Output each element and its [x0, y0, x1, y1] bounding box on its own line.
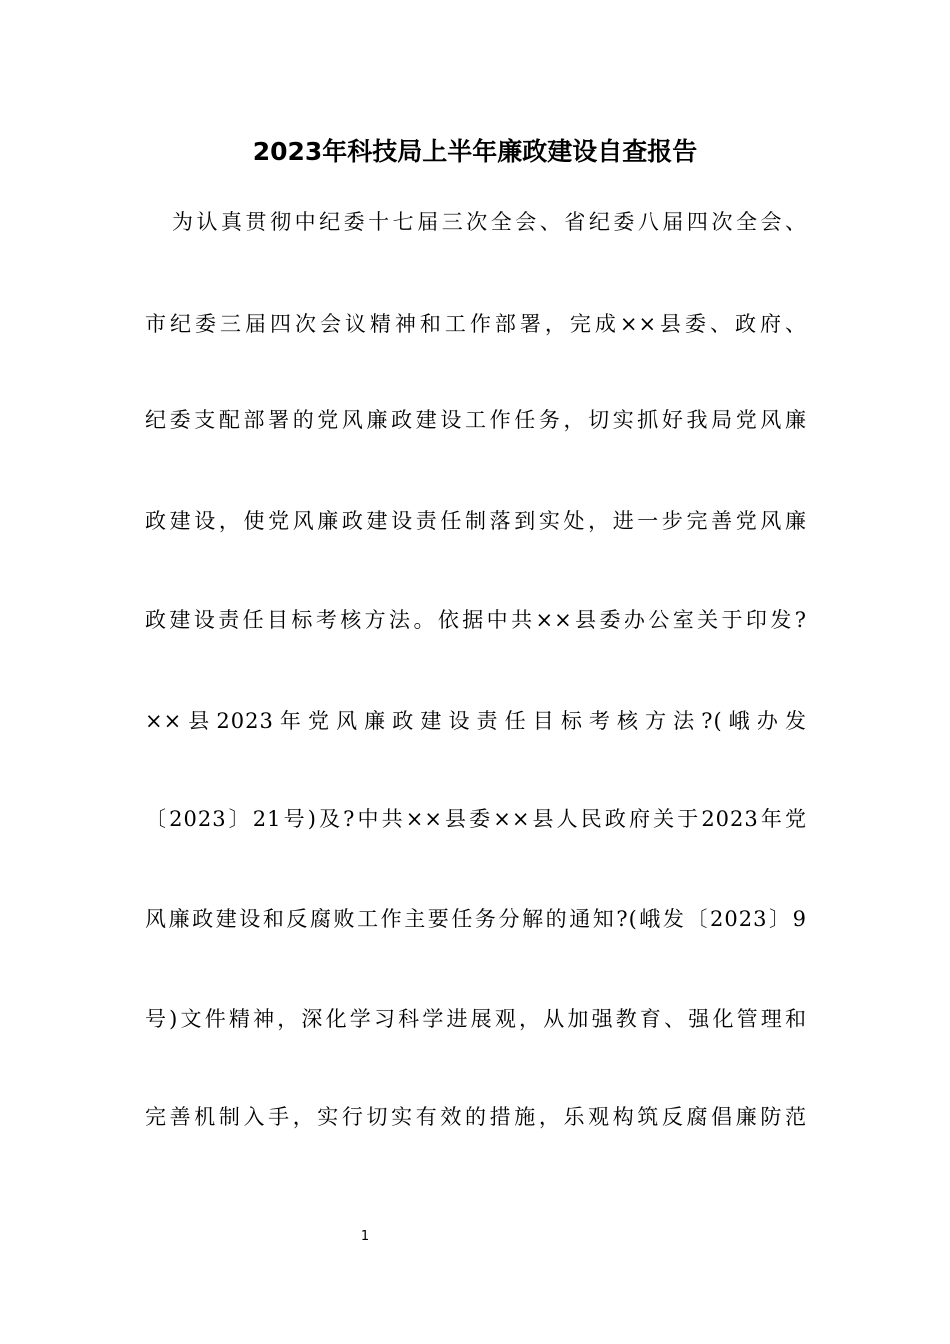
body-text-line: 政建设责任目标考核方法。依据中共××县委办公室关于印发?: [145, 608, 807, 632]
body-text-line: ××县2023年党风廉政建设责任目标考核方法?(峨办发: [145, 709, 807, 733]
body-text-line: 纪委支配部署的党风廉政建设工作任务，切实抓好我局党风廉: [145, 408, 807, 432]
body-text-line: 完善机制入手，实行切实有效的措施，乐观构筑反腐倡廉防范: [145, 1105, 807, 1129]
body-text-line: 市纪委三届四次会议精神和工作部署，完成××县委、政府、: [145, 312, 807, 336]
body-text-line: 风廉政建设和反腐败工作主要任务分解的通知?(峨发〔2023〕9: [145, 907, 807, 931]
body-text-line: 为认真贯彻中纪委十七届三次全会、省纪委八届四次全会、: [172, 210, 807, 234]
body-text-line: 〔2023〕21号)及?中共××县委××县人民政府关于2023年党: [145, 807, 807, 831]
page-number: 1: [360, 1229, 370, 1244]
body-text-line: 政建设，使党风廉政建设责任制落到实处，进一步完善党风廉: [145, 509, 807, 533]
document-title: 2023年科技局上半年廉政建设自查报告: [252, 137, 698, 166]
body-text-line: 号)文件精神，深化学习科学进展观，从加强教育、强化管理和: [145, 1007, 807, 1031]
